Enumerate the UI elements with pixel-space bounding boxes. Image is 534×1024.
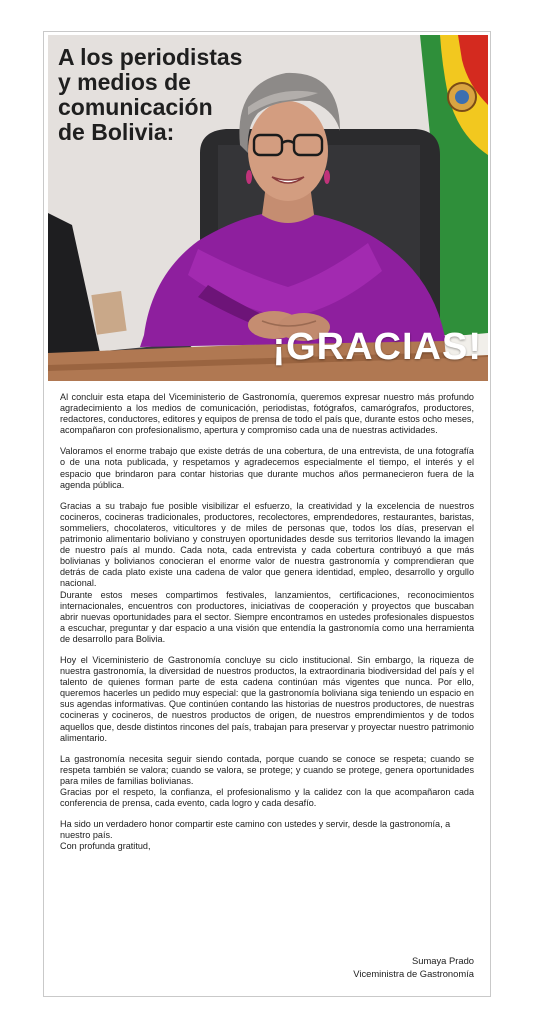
signatory-title: Viceministra de Gastronomía [353,968,474,979]
headline [58,45,258,145]
letter-paragraph-8: Ha sido un verdadero honor compartir este camino con ustedes y servir, desde la gastronomía, a nuestro país. [60,819,451,841]
folder [91,291,126,335]
letter-paragraph-7: Gracias por el respeto, la confianza, el profesionalismo y la calidez con la que acompañaron cada conferencia de prensa, cada evento, cada logro y cada desafío. [60,787,474,809]
header-photo [48,35,488,381]
headline-line-2: y medios de [58,69,191,95]
headline-line-3: comunicación [58,94,213,120]
letter-paragraph-6: La gastronomía necesita seguir siendo contada, porque cuando se conoce se respeta; cuando se respeta también se valora; cuando se valora, se protege; y cuando se protege, genera oportunidades para miles de familias bolivianas. [60,753,474,786]
letter-paragraph-4: Durante estos meses compartimos festivales, lanzamientos, certificaciones, reconocimientos internacionales, encuentros con productores, iniciativas de cooperación y proyectos que buscaban abrir nuevas oportunidades para el sector. Siempre encontramos en ustedes profesionales dispuestos a escuchar, preguntar y dar espacio a una visión que entendía la gastronomía como una herramienta de desarrollo para Bolivia. [60,589,474,644]
letter-paragraph-3: Gracias a su trabajo fue posible visibilizar el esfuerzo, la creatividad y la excelencia de nuestros cocineros, cocineras tradicionales, productores, recolectores, emprendedores, restaurantes, baristas, sommeliers, chocolateros, viticultores y de miles de personas que, todos los días, preservan el patrimonio alimentario boliviano y construyen oportunidades desde sus territorios llevando la imagen de nuestro país al mundo. Cada nota, cada entrevista y cada cobertura contribuyó a que más bolivianas y bolivianos conocieran el enorme valor de nuestra gastronomía y comprendieran que detrás de cada plato existe una cadena de valor que genera identidad, empleo, desarrollo y orgullo nacional. [60,500,474,589]
headline-line-4: de Bolivia: [58,119,175,145]
face [248,101,328,201]
letter-paragraph-1: Al concluir esta etapa del Viceministerio de Gastronomía, queremos expresar nuestro más profundo agradecimiento a los medios de comunicación, periodistas, fotógrafos, camarógrafos, productores, redactores, conductores, editores y equipos de prensa de todo el país que, durante estos ocho meses, acompañaron con profesionalismo, apertura y compromiso cada una de nuestras actividades. [60,392,474,436]
headline-line-1: A los periodistas [58,44,243,70]
gracias-banner-text: ¡GRACIAS! [272,326,482,368]
letter-paragraph-5: Hoy el Viceministerio de Gastronomía concluye su ciclo institucional. Sin embargo, la riqueza de nuestra gastronomía, la diversidad de nuestros productos, la extraordinaria biodiversidad del país y el talento de quienes forman parte de esta cadena continúan más vigentes que nunca. Por ello, queremos hacerles un pedido muy especial: que la gastronomía boliviana siga teniendo un espacio en sus agendas informativas. Que continúen contando las historias de nuestros productores, de nuestras cocineras y cocineros, de nuestros productos de origen, de nuestros emprendimientos y de todos aquellos que, desde distintos rincones del país, trabajan para preservar y proyectar nuestro patrimonio alimentario. [60,654,474,743]
signatory-name: Sumaya Prado [411,955,474,966]
signature-block [353,954,474,980]
letter-body [60,392,474,862]
letter-paragraph-2: Valoramos el enorme trabajo que existe detrás de una cobertura, de una entrevista, de una fotografía o de una nota publicada, y respetamos y agradecemos especialmente el tiempo, el interés y el espacio que brindaron para contar historias que durante muchos años permanecieron fuera de la agenda pública. [60,446,474,490]
open-letter-page [43,31,491,997]
letter-closing: Con profunda gratitud, [60,841,151,852]
